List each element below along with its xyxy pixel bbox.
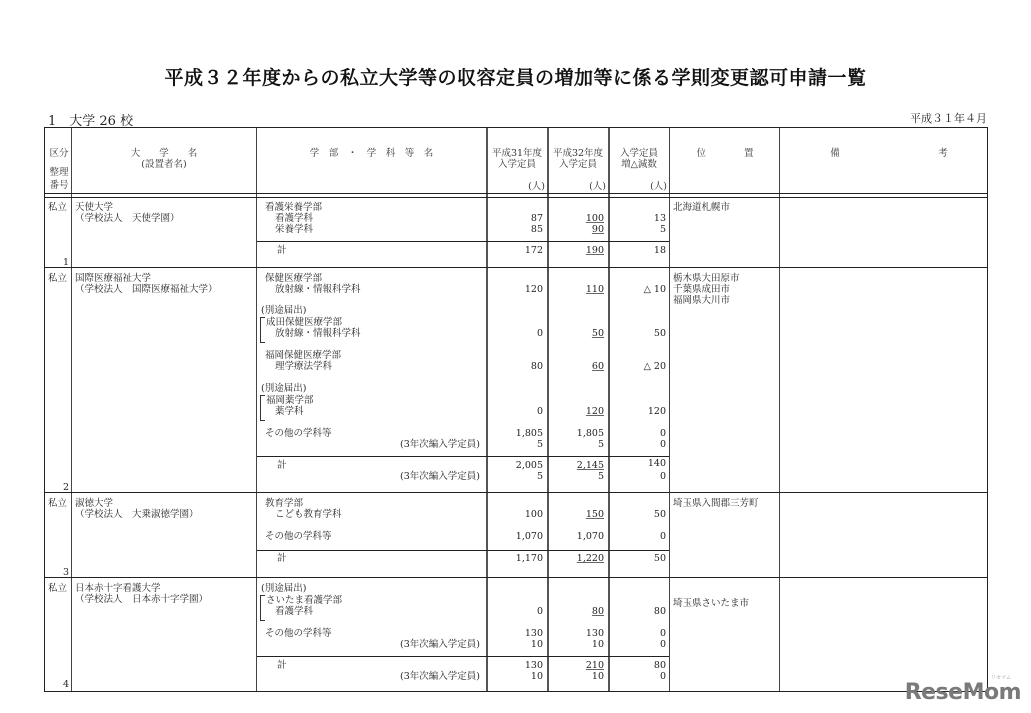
founder-name: （学校法人 国際医療福祉大学） xyxy=(75,284,218,295)
total-h32: 2,145 xyxy=(576,460,604,471)
faculty-label: 福岡薬学部 xyxy=(266,395,314,406)
diff-value: △ 10 xyxy=(643,284,666,295)
header-h32-2: 入学定員 xyxy=(558,159,597,170)
subtotal-divider xyxy=(257,241,669,242)
faculty-label: さいたま看護学部 xyxy=(266,595,343,606)
header-h32-1: 平成32年度 xyxy=(552,148,604,159)
dept-label: 放射線・情報科学科 xyxy=(275,284,361,295)
dept-label: 放射線・情報科学科 xyxy=(275,328,361,339)
separate-filing-note: (別途届出) xyxy=(261,305,307,316)
total-label: 計 xyxy=(277,460,287,471)
h31-value: 120 xyxy=(524,284,543,295)
h32-value: 1,070 xyxy=(576,531,604,542)
header-remarks-1: 備 xyxy=(830,148,840,159)
row-number: 4 xyxy=(62,679,69,690)
h32-value: 10 xyxy=(591,639,604,650)
total-h32: 1,220 xyxy=(576,553,604,564)
document-title: 平成３２年度からの私立大学等の収容定員の増加等に係る学則変更認可申請一覧 xyxy=(164,67,867,89)
applications-table xyxy=(44,127,988,692)
dept-label: 薬学科 xyxy=(275,406,304,417)
row-kubun: 私立 xyxy=(48,498,68,509)
dept-label: 理学療法学科 xyxy=(275,361,333,372)
location: 北海道札幌市 xyxy=(673,202,731,213)
h31-value: 0 xyxy=(536,328,543,339)
total-diff: 50 xyxy=(653,553,666,564)
row-number: 3 xyxy=(62,567,69,578)
total-h31: 130 xyxy=(524,660,543,671)
other-depts-label: その他の学科等 xyxy=(265,428,332,439)
faculty-label: 福岡保健医療学部 xyxy=(265,350,342,361)
h32-value: 110 xyxy=(585,284,604,295)
faculty-label: 看護栄養学部 xyxy=(265,202,323,213)
h32-value: 100 xyxy=(585,213,604,224)
header-h31-2: 入学定員 xyxy=(497,159,536,170)
bracket xyxy=(260,395,265,421)
header-faculty: 学 部 ・ 学 科 等 名 xyxy=(309,148,434,159)
header-separator xyxy=(45,193,987,198)
h31-value: 80 xyxy=(530,361,543,372)
total-diff: 140 xyxy=(647,458,666,469)
total-h31: 1,170 xyxy=(515,553,543,564)
row-number: 1 xyxy=(62,257,69,268)
header-univ-name: 大 学 名 xyxy=(130,148,198,159)
col-divider xyxy=(779,128,780,691)
header-remarks-2: 考 xyxy=(938,148,948,159)
h31-value: 87 xyxy=(530,213,543,224)
header-seiri-2: 番号 xyxy=(49,180,69,191)
dept-label: こども教育学科 xyxy=(275,509,342,520)
h32-value: 120 xyxy=(585,406,604,417)
diff-value: 0 xyxy=(659,628,666,639)
row-number: 2 xyxy=(62,482,69,493)
h31-value: 100 xyxy=(524,509,543,520)
dept-label: 栄養学科 xyxy=(275,224,314,235)
section-heading: 1 大学 26 校 xyxy=(48,114,134,129)
university-name: 淑徳大学 xyxy=(75,498,114,509)
university-name: 天使大学 xyxy=(75,202,114,213)
h31-value: 85 xyxy=(530,224,543,235)
h32-value: 130 xyxy=(585,628,604,639)
h32-value: 60 xyxy=(591,361,604,372)
diff-value: △ 20 xyxy=(643,361,666,372)
row-divider xyxy=(45,492,987,493)
location: 埼玉県さいたま市 xyxy=(673,598,750,609)
university-name: 日本赤十字看護大学 xyxy=(75,583,161,594)
other-depts-label: その他の学科等 xyxy=(265,628,332,639)
founder-name: （学校法人 日本赤十字学園） xyxy=(75,594,209,605)
faculty-label: 教育学部 xyxy=(265,498,304,509)
h31-value: 10 xyxy=(530,639,543,650)
h32-value: 150 xyxy=(585,509,604,520)
diff-value: 5 xyxy=(659,224,666,235)
faculty-label: 保健医療学部 xyxy=(265,273,323,284)
location: 千葉県成田市 xyxy=(673,284,731,295)
document-date: 平成３１年４月 xyxy=(910,112,987,125)
h31-value: 0 xyxy=(536,406,543,417)
h32-value: 80 xyxy=(591,606,604,617)
subtotal-divider xyxy=(257,550,669,551)
total-h32: 210 xyxy=(585,660,604,671)
total-diff: 80 xyxy=(653,660,666,671)
faculty-label: 成田保健医療学部 xyxy=(266,317,343,328)
total-sub-h31: 5 xyxy=(536,471,543,482)
h31-value: 1,805 xyxy=(515,428,543,439)
location: 福岡県大川市 xyxy=(673,295,731,306)
bracket xyxy=(260,595,265,621)
total-label: 計 xyxy=(277,660,287,671)
h31-value: 130 xyxy=(524,628,543,639)
transfer-quota-label: (3年次編入学定員) xyxy=(400,471,480,482)
diff-value: 0 xyxy=(659,639,666,650)
total-sub-h32: 5 xyxy=(597,471,604,482)
university-name: 国際医療福祉大学 xyxy=(75,273,152,284)
subtotal-divider xyxy=(257,456,669,457)
transfer-quota-label: (3年次編入学定員) xyxy=(400,671,480,682)
total-h31: 172 xyxy=(524,245,543,256)
founder-name: （学校法人 天使学園） xyxy=(75,213,180,224)
h32-value: 90 xyxy=(591,224,604,235)
dept-label: 看護学科 xyxy=(275,606,314,617)
separate-filing-note: (別途届出) xyxy=(261,383,307,394)
location: 埼玉県入間郡三芳町 xyxy=(673,498,759,509)
header-diff-2: 増△減数 xyxy=(621,159,657,170)
founder-name: （学校法人 大乗淑徳学園） xyxy=(75,509,199,520)
diff-value: 0 xyxy=(659,439,666,450)
header-location: 位 置 xyxy=(696,148,754,159)
row-kubun: 私立 xyxy=(48,583,68,594)
bracket xyxy=(260,317,265,343)
h31-value: 1,070 xyxy=(515,531,543,542)
header-founder: (設置者名) xyxy=(141,159,187,170)
h32-value: 5 xyxy=(597,439,604,450)
watermark-small-text: リセマム xyxy=(991,675,1011,681)
header-seiri-1: 整理 xyxy=(49,167,69,178)
header-h31-1: 平成31年度 xyxy=(491,148,543,159)
resemom-logo: ReseMom xyxy=(904,680,1021,705)
total-label: 計 xyxy=(277,553,287,564)
total-label: 計 xyxy=(277,245,287,256)
header-h32-unit: (人) xyxy=(589,181,606,192)
diff-value: 13 xyxy=(653,213,666,224)
row-divider xyxy=(45,267,987,268)
total-h32: 190 xyxy=(585,245,604,256)
diff-value: 50 xyxy=(653,328,666,339)
total-h31: 2,005 xyxy=(515,460,543,471)
transfer-quota-label: (3年次編入学定員) xyxy=(400,639,480,650)
diff-value: 80 xyxy=(653,606,666,617)
row-divider xyxy=(45,577,987,578)
total-sub-diff: 0 xyxy=(659,471,666,482)
transfer-quota-label: (3年次編入学定員) xyxy=(400,439,480,450)
separate-filing-note: (別途届出) xyxy=(261,583,307,594)
total-diff: 18 xyxy=(653,245,666,256)
h32-value: 1,805 xyxy=(576,428,604,439)
diff-value: 0 xyxy=(659,428,666,439)
total-sub-h31: 10 xyxy=(530,671,543,682)
row-kubun: 私立 xyxy=(48,273,68,284)
col-divider xyxy=(669,128,670,691)
col-divider xyxy=(71,128,72,691)
total-sub-diff: 0 xyxy=(659,671,666,682)
dept-label: 看護学科 xyxy=(275,213,314,224)
col-divider xyxy=(256,128,257,691)
row-kubun: 私立 xyxy=(48,202,68,213)
h32-value: 50 xyxy=(591,328,604,339)
other-depts-label: その他の学科等 xyxy=(265,531,332,542)
subtotal-divider xyxy=(257,656,669,657)
h31-value: 5 xyxy=(536,439,543,450)
header-diff-unit: (人) xyxy=(650,181,667,192)
diff-value: 50 xyxy=(653,509,666,520)
header-h31-unit: (人) xyxy=(528,181,545,192)
h31-value: 0 xyxy=(536,606,543,617)
diff-value: 120 xyxy=(647,406,666,417)
header-diff-1: 入学定員 xyxy=(619,148,658,159)
diff-value: 0 xyxy=(659,531,666,542)
location: 栃木県大田原市 xyxy=(673,273,740,284)
total-sub-h32: 10 xyxy=(591,671,604,682)
header-kubun: 区分 xyxy=(49,148,69,159)
